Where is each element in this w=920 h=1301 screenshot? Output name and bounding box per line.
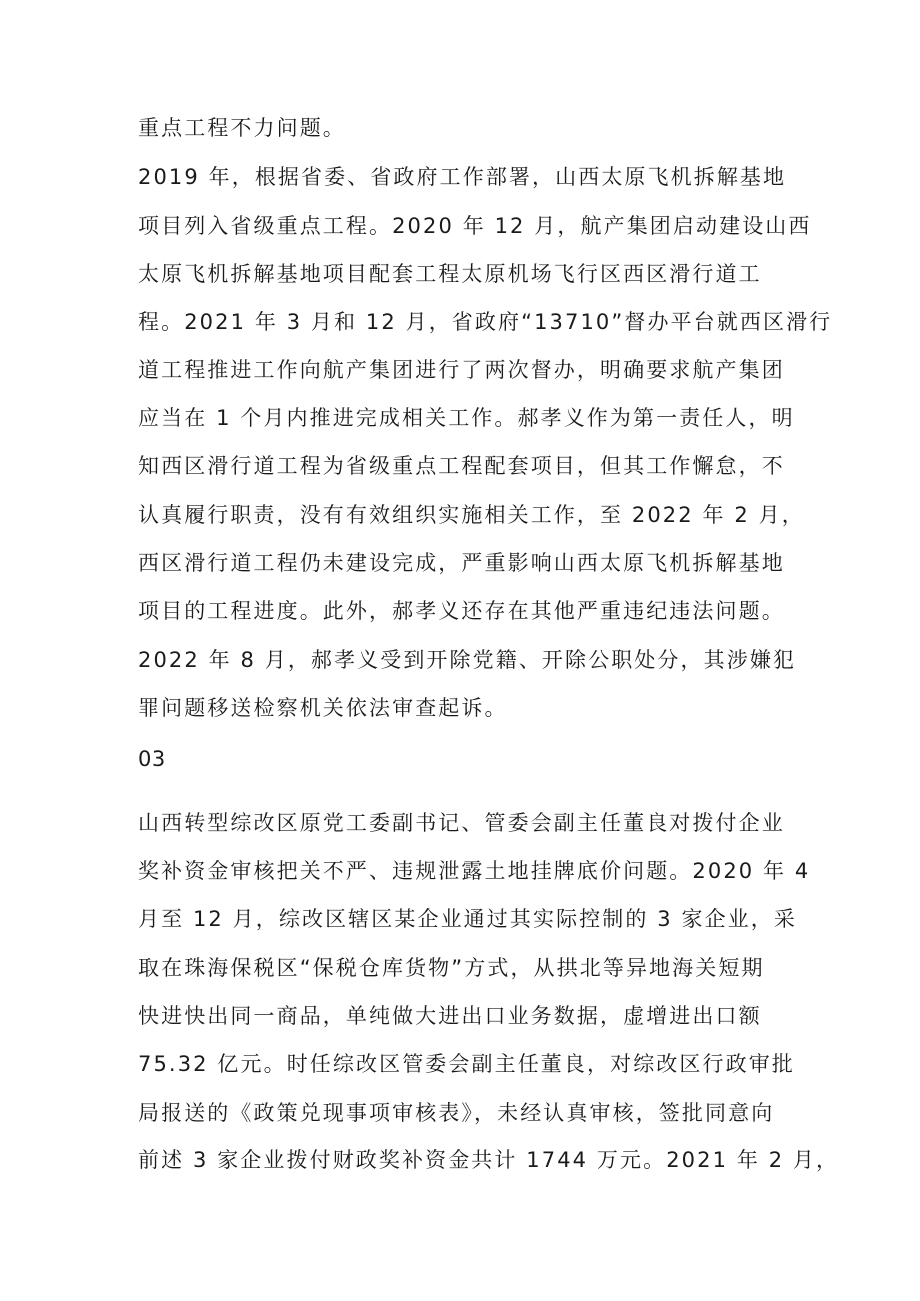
- text-line: 太原飞机拆解基地项目配套工程太原机场飞行区西区滑行道工: [138, 262, 762, 286]
- text-line: 局报送的《政策兑现事项审核表》，未经认真审核，签批同意向: [138, 1101, 775, 1125]
- section-number: 03: [138, 747, 166, 771]
- text-line: 前述 3 家企业拨付财政奖补资金共计 1744 万元。2021 年 2 月，: [138, 1148, 840, 1172]
- text-line: 项目的工程进度。此外，郝孝义还存在其他严重违纪违法问题。: [138, 599, 785, 623]
- text-line: 知西区滑行道工程为省级重点工程配套项目，但其工作懈怠，不: [138, 454, 785, 478]
- text-line: 山西转型综改区原党工委副书记、管委会副主任董良对拨付企业: [138, 811, 785, 835]
- text-line: 程。2021 年 3 月和 12 月，省政府“13710”督办平台就西区滑行: [138, 310, 833, 334]
- text-line: 取在珠海保税区“保税仓库货物”方式，从拱北等异地海关短期: [138, 956, 765, 980]
- text-line: 2019 年，根据省委、省政府工作部署，山西太原飞机拆解基地: [138, 165, 787, 189]
- text-line: 月至 12 月，综改区辖区某企业通过其实际控制的 3 家企业，采: [138, 907, 797, 931]
- text-line: 罪问题移送检察机关依法审查起诉。: [138, 696, 508, 720]
- text-line: 快进快出同一商品，单纯做大进出口业务数据，虚增进出口额: [138, 1004, 762, 1028]
- text-line: 2022 年 8 月，郝孝义受到开除党籍、开除公职处分，其涉嫌犯: [138, 648, 797, 672]
- text-line: 道工程推进工作向航产集团进行了两次督办，明确要求航产集团: [138, 358, 785, 382]
- text-line: 奖补资金审核把关不严、违规泄露土地挂牌底价问题。2020 年 4: [138, 859, 811, 883]
- text-line: 项目列入省级重点工程。2020 年 12 月，航产集团启动建设山西: [138, 214, 812, 238]
- text-line: 重点工程不力问题。: [138, 116, 346, 140]
- text-line: 75.32 亿元。时任综改区管委会副主任董良，对综改区行政审批: [138, 1052, 795, 1076]
- text-line: 应当在 1 个月内推进完成相关工作。郝孝义作为第一责任人，明: [138, 406, 795, 430]
- text-line: 认真履行职责，没有有效组织实施相关工作，至 2022 年 2 月，: [138, 503, 805, 527]
- text-line: 西区滑行道工程仍未建设完成，严重影响山西太原飞机拆解基地: [138, 551, 785, 575]
